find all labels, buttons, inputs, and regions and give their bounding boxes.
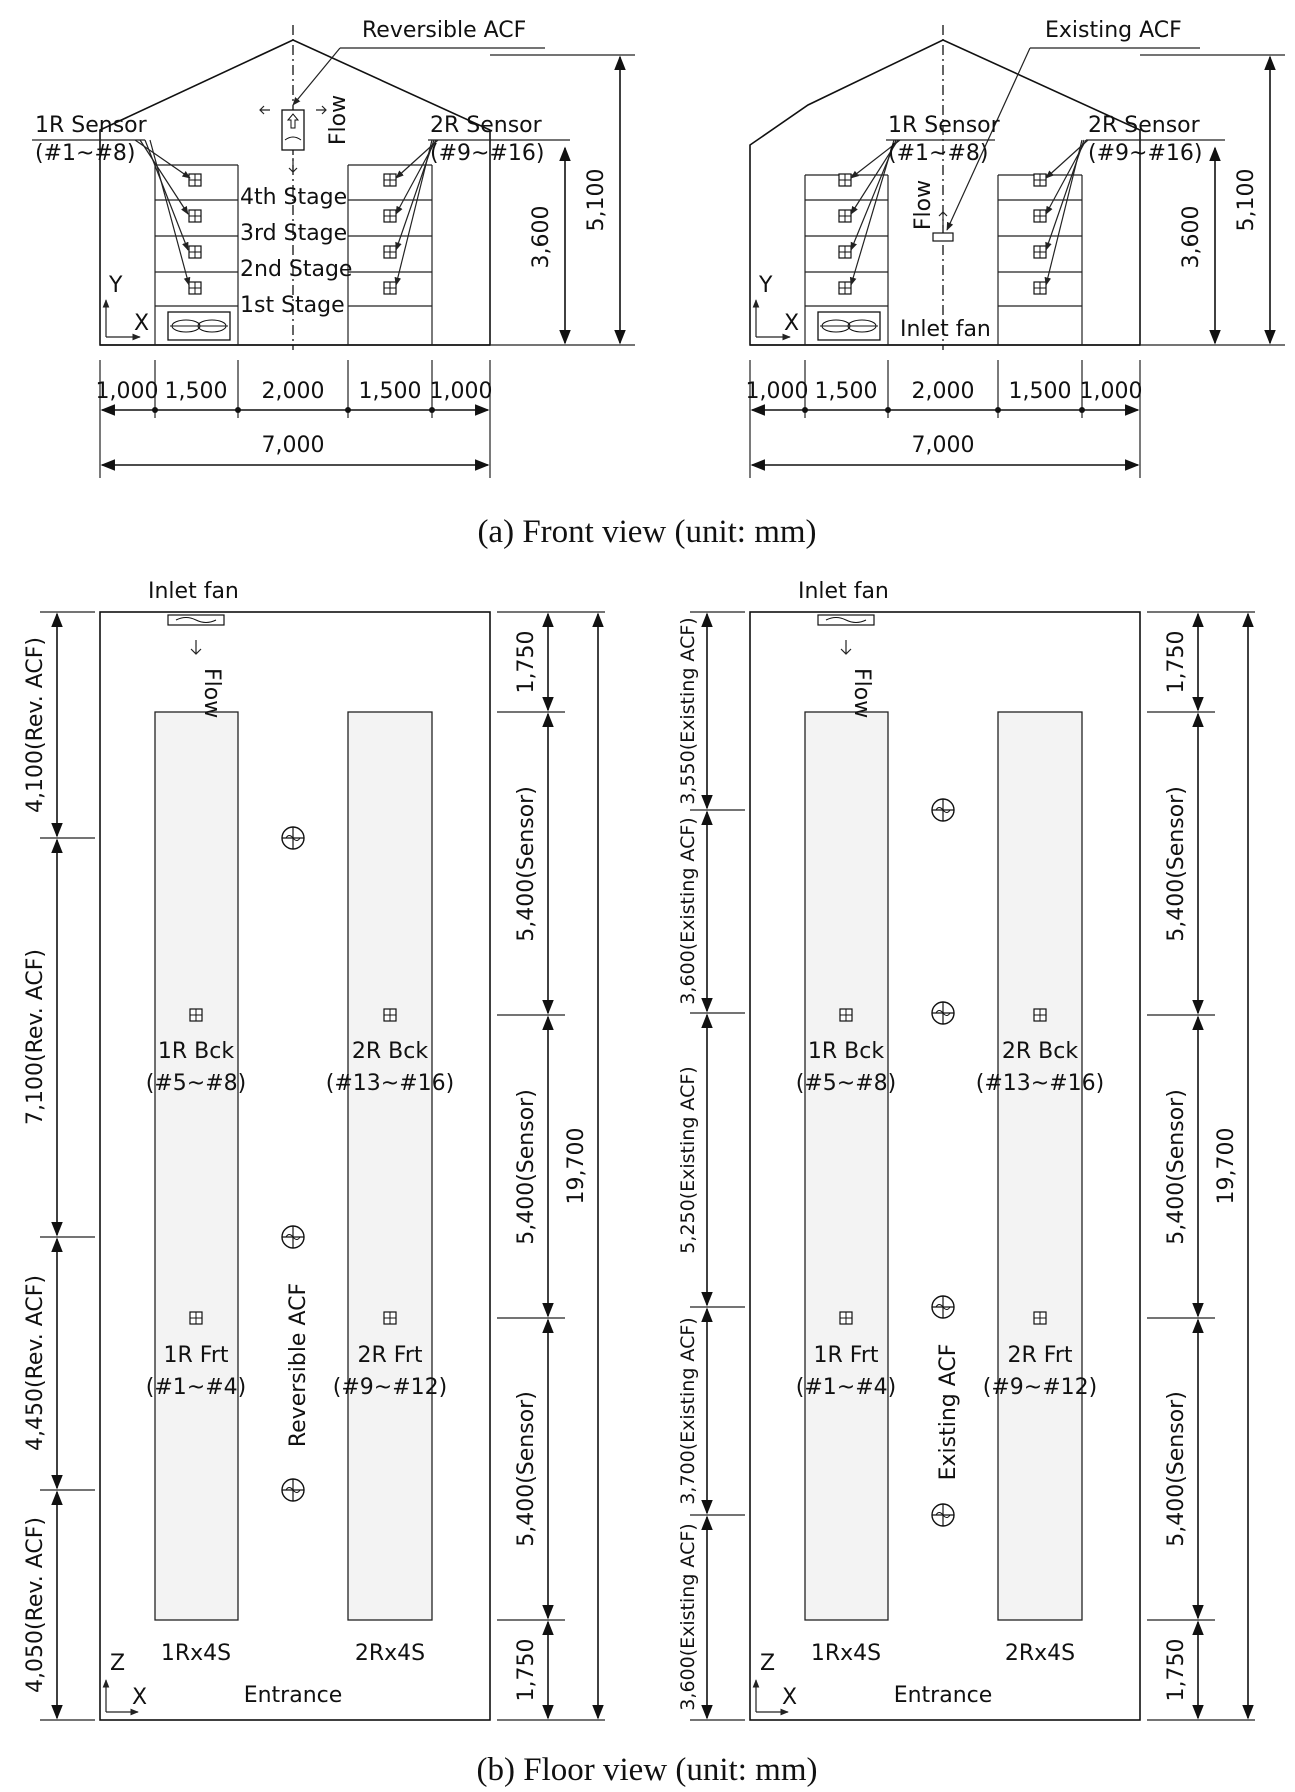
xy-axis: [106, 273, 149, 337]
svg-text:3,700(Existing ACF): 3,700(Existing ACF): [677, 1317, 699, 1505]
svg-text:4,450(Rev. ACF): 4,450(Rev. ACF): [23, 1275, 48, 1451]
right-dims: [1147, 612, 1255, 1720]
reversible-acf-3-icon: [282, 1479, 304, 1501]
left-dims: [677, 612, 745, 1720]
rack2-label: 2Rx4S: [1004, 1641, 1076, 1666]
bck1-ids: (#5~#8): [795, 1071, 897, 1096]
sensors-1r: [839, 174, 851, 294]
sensor-2r-bck: [384, 1009, 396, 1021]
front-view-left: [32, 18, 635, 478]
flow-label: Flow: [326, 94, 351, 146]
sensor2-ids: (#9~#16): [430, 141, 545, 166]
sensor-1r-frt: [840, 1312, 852, 1324]
width-dims: [746, 360, 1143, 478]
svg-text:1,750: 1,750: [514, 630, 539, 694]
frt2-ids: (#9~#12): [982, 1375, 1098, 1400]
inlet-fan: [168, 312, 230, 340]
dim-5100: 5,100: [1234, 168, 1259, 232]
sensor2-ids: (#9~#16): [1088, 141, 1203, 166]
caption-front-view: (a) Front view (unit: mm): [477, 514, 817, 550]
inlet-fan: [148, 579, 239, 718]
inlet-fan-label: Inlet fan: [900, 317, 991, 342]
flow-label: Flow: [911, 179, 936, 231]
svg-text:1,000: 1,000: [745, 379, 809, 404]
sensor-2r-frt: [384, 1312, 396, 1324]
svg-text:Z: Z: [760, 1651, 776, 1676]
frt2-title: 2R Frt: [1007, 1343, 1073, 1368]
zx-axis: [756, 1651, 797, 1712]
svg-text:1,500: 1,500: [358, 379, 422, 404]
stage-1-label: 1st Stage: [240, 293, 345, 318]
svg-text:Y: Y: [759, 273, 773, 298]
svg-text:3,600(Existing ACF): 3,600(Existing ACF): [677, 817, 699, 1005]
sensor-2r-frt: [1034, 1312, 1046, 1324]
dim-3600: 3,600: [1179, 205, 1204, 269]
xy-axis: [756, 273, 799, 337]
svg-text:X: X: [782, 1685, 798, 1710]
zx-axis: [106, 1651, 147, 1712]
sensor-1r-frt: [190, 1312, 202, 1324]
svg-text:5,400(Sensor): 5,400(Sensor): [514, 786, 539, 942]
caption-floor-view: (b) Floor view (unit: mm): [476, 1752, 818, 1788]
inlet-fan: [798, 579, 889, 718]
sensor-1r-bck: [190, 1009, 202, 1021]
svg-text:5,400(Sensor): 5,400(Sensor): [1164, 1089, 1189, 1245]
frt1-ids: (#1~#4): [795, 1375, 897, 1400]
dim-3600: 3,600: [529, 205, 554, 269]
bck1-ids: (#5~#8): [145, 1071, 247, 1096]
bck1-title: 1R Bck: [807, 1039, 885, 1064]
dim-total: 7,000: [911, 433, 975, 458]
dim-total: 7,000: [261, 433, 325, 458]
existing-acf-4-icon: [932, 1504, 954, 1526]
frt2-title: 2R Frt: [357, 1343, 423, 1368]
rack-2r: [998, 712, 1082, 1620]
left-dims: [23, 612, 95, 1720]
bck2-title: 2R Bck: [351, 1039, 429, 1064]
inlet-fan-label: Inlet fan: [148, 579, 239, 604]
sensor2-title: 2R Sensor: [430, 113, 542, 138]
svg-text:5,250(Existing ACF): 5,250(Existing ACF): [677, 1066, 699, 1254]
svg-text:3,600(Existing ACF): 3,600(Existing ACF): [677, 1523, 699, 1711]
sensor-leaders-1r: [135, 140, 190, 285]
frt1-title: 1R Frt: [163, 1343, 229, 1368]
width-dims: [96, 360, 493, 478]
svg-text:X: X: [132, 1685, 148, 1710]
svg-text:1,750: 1,750: [1164, 1638, 1189, 1702]
svg-text:1,500: 1,500: [1008, 379, 1072, 404]
svg-text:5,400(Sensor): 5,400(Sensor): [514, 1391, 539, 1547]
svg-text:1,750: 1,750: [514, 1638, 539, 1702]
stage-4-label: 4th Stage: [240, 185, 348, 210]
stage-2-label: 2nd Stage: [240, 257, 353, 282]
acf-label: Existing ACF: [1045, 18, 1182, 43]
sensor1-title: 1R Sensor: [888, 113, 1000, 138]
svg-text:X: X: [134, 311, 150, 336]
acf-label: Existing ACF: [936, 1343, 961, 1481]
reversible-acf-1-icon: [282, 827, 304, 849]
sensor-1r-bck: [840, 1009, 852, 1021]
floor-view-right: [677, 579, 1255, 1720]
reversible-acf-2-icon: [282, 1226, 304, 1248]
dim-5100: 5,100: [584, 168, 609, 232]
dim-total: 19,700: [564, 1127, 589, 1205]
sensor1-ids: (#1~#8): [35, 141, 136, 166]
rack-1r: [155, 712, 238, 1620]
svg-text:5,400(Sensor): 5,400(Sensor): [1164, 1391, 1189, 1547]
rack2-label: 2Rx4S: [354, 1641, 426, 1666]
frt2-ids: (#9~#12): [332, 1375, 448, 1400]
existing-acf-3-icon: [932, 1296, 954, 1318]
svg-text:5,400(Sensor): 5,400(Sensor): [514, 1089, 539, 1245]
entrance-label: Entrance: [243, 1683, 343, 1708]
sensors-1r: [189, 174, 201, 294]
svg-text:2,000: 2,000: [911, 379, 975, 404]
rack-2r: [998, 175, 1082, 345]
svg-text:1,000: 1,000: [95, 379, 159, 404]
inlet-fan-label: Inlet fan: [798, 579, 889, 604]
svg-text:X: X: [784, 311, 800, 336]
floor-view-left: [23, 579, 605, 1720]
rack-1r: [805, 712, 888, 1620]
bck2-ids: (#13~#16): [325, 1071, 455, 1096]
svg-text:1,750: 1,750: [1164, 630, 1189, 694]
front-view-right: [746, 18, 1285, 478]
height-dims: [1140, 55, 1285, 345]
inlet-fan: [818, 312, 880, 340]
svg-text:1,000: 1,000: [1079, 379, 1143, 404]
sensors-2r: [1034, 174, 1046, 294]
sensor1-ids: (#1~#8): [888, 141, 989, 166]
rack-2r: [348, 712, 432, 1620]
existing-acf-1-icon: [932, 799, 954, 821]
svg-text:3,550(Existing ACF): 3,550(Existing ACF): [677, 617, 699, 805]
bck2-ids: (#13~#16): [975, 1071, 1105, 1096]
sensor1-title: 1R Sensor: [35, 113, 147, 138]
svg-text:Z: Z: [110, 1651, 126, 1676]
svg-text:2,000: 2,000: [261, 379, 325, 404]
dim-total: 19,700: [1214, 1127, 1239, 1205]
svg-text:5,400(Sensor): 5,400(Sensor): [1164, 786, 1189, 942]
svg-text:7,100(Rev. ACF): 7,100(Rev. ACF): [23, 949, 48, 1125]
sensor2-title: 2R Sensor: [1088, 113, 1200, 138]
rack1-label: 1Rx4S: [160, 1641, 232, 1666]
acf-label: Reversible ACF: [362, 18, 527, 43]
sensor-2r-bck: [1034, 1009, 1046, 1021]
frt1-title: 1R Frt: [813, 1343, 879, 1368]
height-dims: [490, 55, 635, 345]
flow-label: Flow: [199, 668, 224, 719]
frt1-ids: (#1~#4): [145, 1375, 247, 1400]
sensors-2r: [384, 174, 396, 294]
right-dims: [497, 612, 605, 1720]
svg-text:1,000: 1,000: [429, 379, 493, 404]
svg-text:Y: Y: [109, 273, 123, 298]
entrance-label: Entrance: [893, 1683, 993, 1708]
svg-text:1,500: 1,500: [164, 379, 228, 404]
acf-label: Reversible ACF: [286, 1282, 311, 1448]
stage-3-label: 3rd Stage: [240, 221, 348, 246]
bck1-title: 1R Bck: [157, 1039, 235, 1064]
bck2-title: 2R Bck: [1001, 1039, 1079, 1064]
rack1-label: 1Rx4S: [810, 1641, 882, 1666]
svg-text:4,100(Rev. ACF): 4,100(Rev. ACF): [23, 637, 48, 813]
existing-acf-2-icon: [932, 1002, 954, 1024]
flow-label: Flow: [849, 668, 874, 719]
svg-text:1,500: 1,500: [814, 379, 878, 404]
svg-text:4,050(Rev. ACF): 4,050(Rev. ACF): [23, 1517, 48, 1693]
